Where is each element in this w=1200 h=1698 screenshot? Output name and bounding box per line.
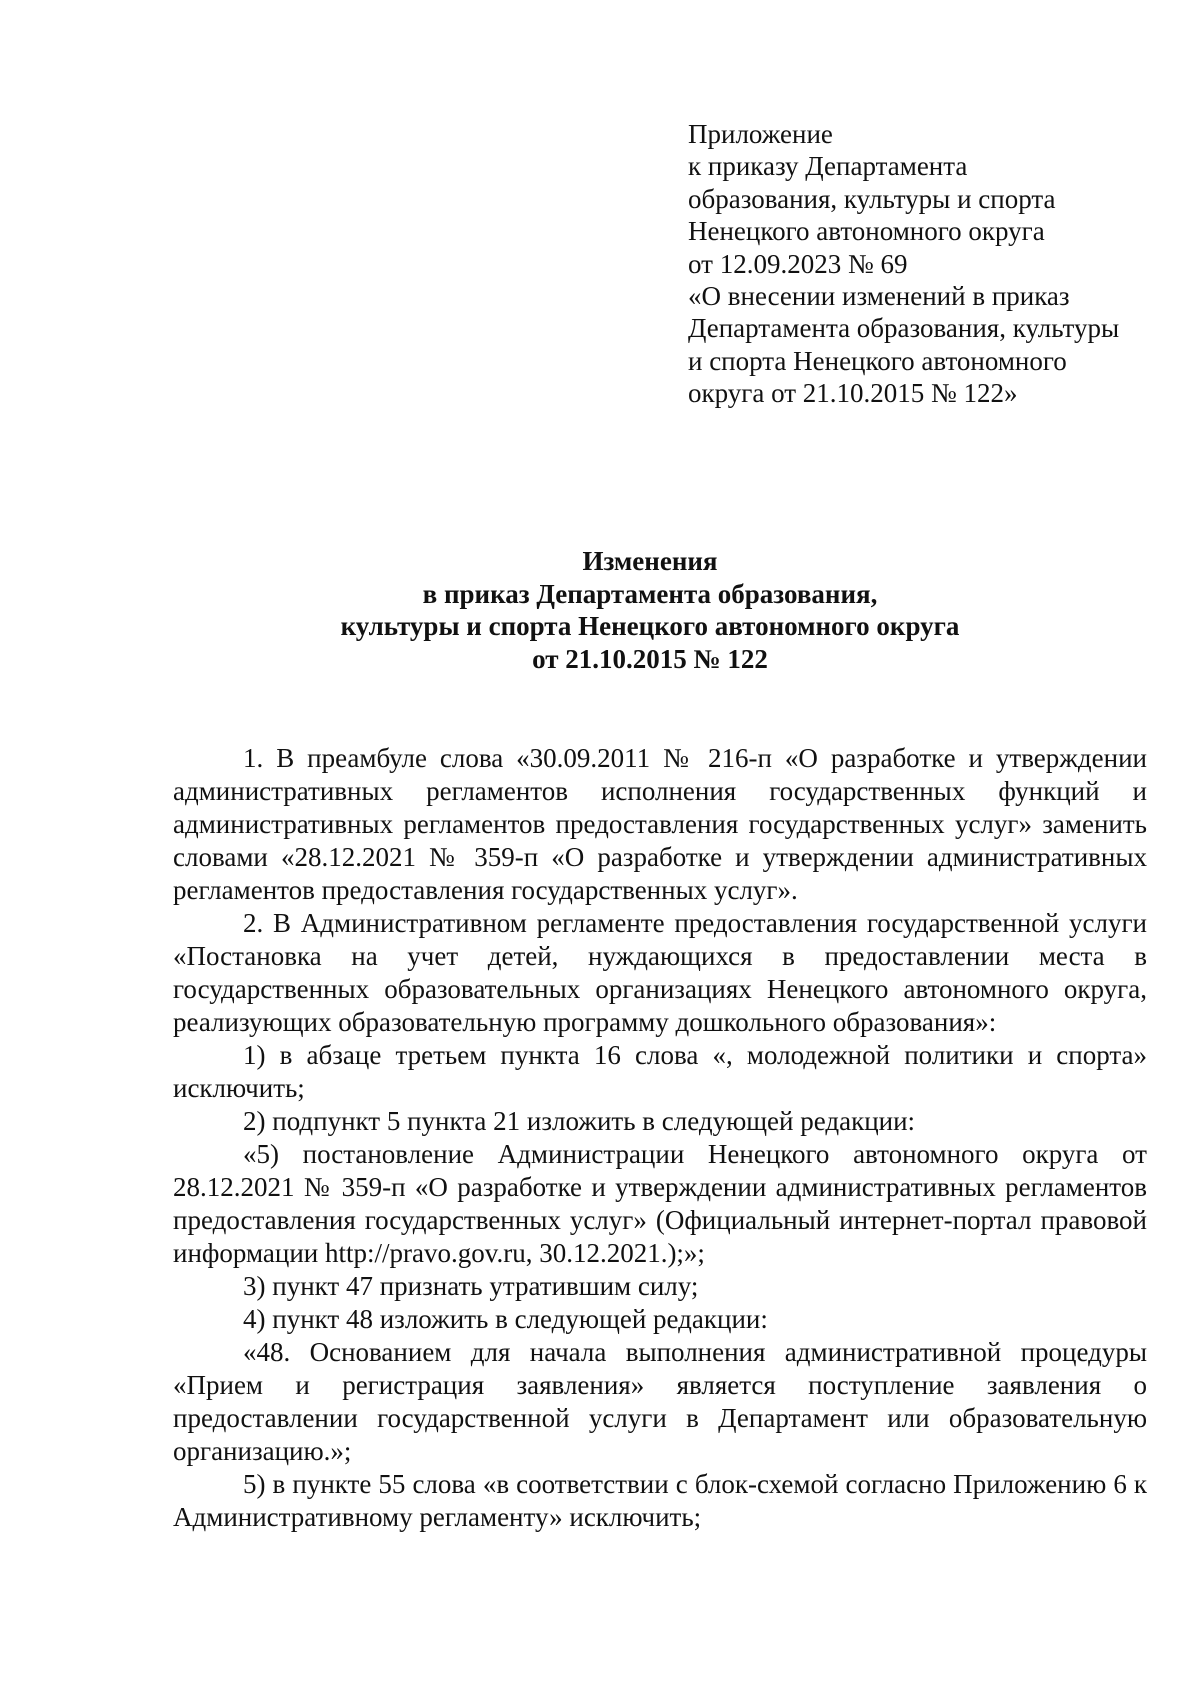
annex-line: округа от 21.10.2015 № 122» bbox=[688, 378, 1018, 409]
paragraph-quoted-48: «48. Основанием для начала выполнения административной процедуры «Прием и регистрация заявления» является поступление заявления о предоставлении государственной услуги в Департамент или образовательную организацию.»; bbox=[173, 1337, 1147, 1466]
title-line: в приказ Департамента образования, bbox=[422, 578, 878, 609]
annex-line: от 12.09.2023 № 69 bbox=[688, 248, 908, 279]
paragraph-subitem-3: 3) пункт 47 признать утратившим силу; bbox=[243, 1271, 699, 1301]
paragraph-subitem-4: 4) пункт 48 изложить в следующей редакции: bbox=[243, 1304, 768, 1334]
document-body bbox=[173, 742, 1147, 1534]
title-line: культуры и спорта Ненецкого автономного округа bbox=[340, 611, 960, 642]
paragraph-subitem-2: 2) подпункт 5 пункта 21 изложить в следующей редакции: bbox=[243, 1106, 916, 1136]
annex-line: и спорта Ненецкого автономного bbox=[688, 345, 1067, 376]
annex-line: образования, культуры и спорта bbox=[688, 183, 1056, 214]
paragraph-item-1: 1. В преамбуле слова «30.09.2011 № 216-п «О разработке и утверждении административных регламентов исполнения государственных функций и административных регламентов предоставления государственных услуг» заменить словами «28.12.2021 № 359-п «О разработке и утверждении административных регламентов предоставления государственных услуг». bbox=[173, 743, 1147, 905]
document-title bbox=[150, 545, 1150, 675]
paragraph-subitem-1: 1) в абзаце третьем пункта 16 слова «, молодежной политики и спорта» исключить; bbox=[173, 1040, 1147, 1103]
title-line: от 21.10.2015 № 122 bbox=[532, 643, 768, 674]
title-line: Изменения bbox=[582, 546, 718, 576]
paragraph-quoted-5: «5) постановление Администрации Ненецкого автономного округа от 28.12.2021 № 359-п «О разработке и утверждении административных регламентов предоставления государственных услуг» (Официальный интернет-портал правовой информации http://pravo.gov.ru, 30.12.2021.);»; bbox=[173, 1139, 1147, 1268]
paragraph-item-2: 2. В Административном регламенте предоставления государственной услуги «Постановка на учет детей, нуждающихся в предоставлении места в государственных образовательных организациях Ненецкого автономного округа, реализующих образовательную программу дошкольного образования»: bbox=[173, 908, 1147, 1037]
annex-line: «О внесении изменений в приказ bbox=[688, 281, 1070, 312]
annex-header bbox=[688, 118, 1168, 410]
annex-line: Приложение bbox=[688, 119, 833, 149]
annex-line: Ненецкого автономного округа bbox=[688, 216, 1045, 247]
paragraph-subitem-5: 5) в пункте 55 слова «в соответствии с блок-схемой согласно Приложению 6 к Административному регламенту» исключить; bbox=[173, 1469, 1147, 1532]
annex-line: к приказу Департамента bbox=[688, 151, 968, 182]
annex-line: Департамента образования, культуры bbox=[688, 313, 1120, 344]
